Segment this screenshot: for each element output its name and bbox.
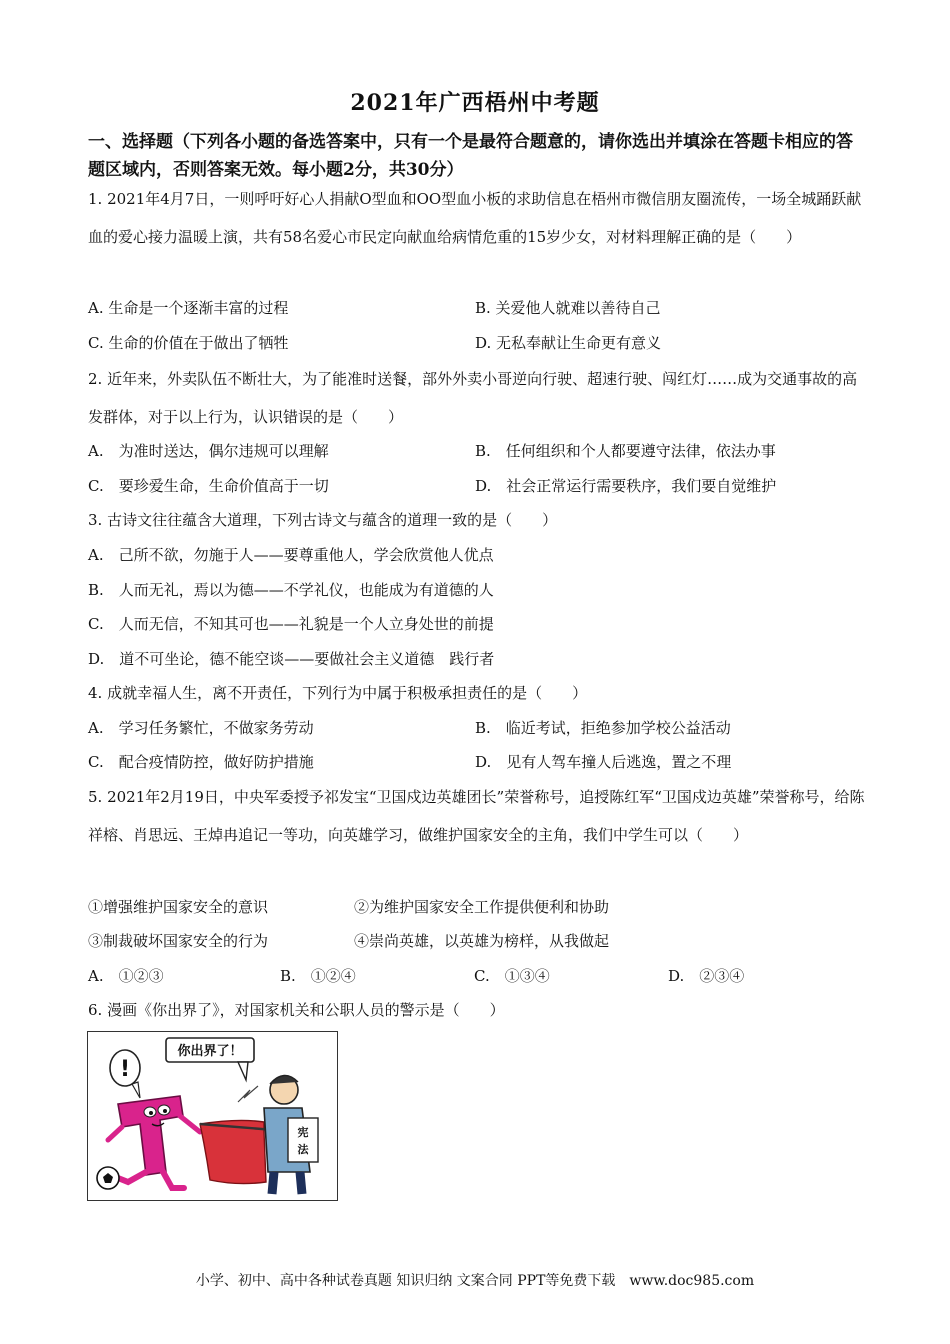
- question-4-option-a: A. 学习任务繁忙，不做家务劳动: [88, 719, 314, 737]
- speech-bubble: [166, 1038, 254, 1080]
- red-flag: [200, 1086, 274, 1184]
- question-1-option-d: D. 无私奉献让生命更有意义: [475, 334, 662, 352]
- exclamation-mark: !: [119, 1057, 131, 1082]
- speech-bubble-text: 你出界了！: [177, 1044, 243, 1059]
- question-6-stem: 6. 漫画《你出界了》，对国家机关和公职人员的警示是（ ）: [88, 1001, 505, 1019]
- question-2-stem: 2. 近年来，外卖队伍不断壮大，为了能准时送餐，部外外卖小哥逆向行驶、超速行驶、闯红灯……成为交通事故的高发群体，对于以上行为，认识错误的是（ ）: [88, 370, 858, 426]
- question-4-option-c: C. 配合疫情防控，做好防护措施: [88, 753, 314, 771]
- page-footer: 小学、初中、高中各种试卷真题 知识归纳 文案合同 PPT等免费下载 www.doc985.com: [195, 1273, 755, 1289]
- question-4-option-d: D. 见有人驾车撞人后逃逸，置之不理: [475, 753, 732, 771]
- constitution-sign-char-2: 法: [297, 1143, 309, 1156]
- question-5-option-a: A. ①②③: [88, 967, 164, 985]
- question-5-statement-2: ②为维护国家安全工作提供便利和协助: [354, 898, 610, 916]
- question-1-stem: 1. 2021年4月7日，一则呼吁好心人捐献O型血和OO型血小板的求助信息在梧州市微信朋友圈流传，一场全城踊跃献血的爱心接力温暖上演，共有58名爱心市民定向献血给病情危重的15岁少女，对材料理解正确的是（ ）: [88, 190, 862, 246]
- question-1-option-b: B. 关爱他人就难以善待自己: [475, 299, 661, 317]
- question-3-option-d: D. 道不可坐论，德不能空谈——要做社会主义道德 践行者: [88, 650, 495, 668]
- question-5-statement-3: ③制裁破坏国家安全的行为: [88, 932, 269, 950]
- question-4-stem: 4. 成就幸福人生，离不开责任，下列行为中属于积极承担责任的是（ ）: [88, 684, 588, 702]
- question-2-option-a: A. 为准时送达，偶尔违规可以理解: [88, 442, 329, 460]
- section-heading: 一、选择题（下列各小题的备选答案中，只有一个是最符合题意的，请你选出并填涂在答题卡相应的答题区域内，否则答案无效。每小题2分，共30分）: [88, 132, 853, 180]
- question-5-option-d: D. ②③④: [668, 967, 745, 985]
- question-3-stem: 3. 古诗文往往蕴含大道理，下列古诗文与蕴含的道理一致的是（ ）: [88, 511, 558, 529]
- question-2-option-c: C. 要珍爱生命，生命价值高于一切: [88, 477, 329, 495]
- cartoon-image: [87, 1031, 338, 1201]
- question-5-option-b: B. ①②④: [280, 967, 356, 985]
- exclamation-bubble: [110, 1050, 140, 1098]
- question-3-option-a: A. 己所不欲，勿施于人——要尊重他人，学会欣赏他人优点: [88, 546, 494, 564]
- question-2-option-d: D. 社会正常运行需要秩序，我们要自觉维护: [475, 477, 777, 495]
- question-5-statement-1: ①增强维护国家安全的意识: [88, 898, 269, 916]
- question-1-option-a: A. 生命是一个逐渐丰富的过程: [88, 299, 289, 317]
- question-3-option-b: B. 人而无礼，焉以为德——不学礼仪，也能成为有道德的人: [88, 581, 494, 599]
- running-character: [108, 1096, 200, 1188]
- question-5-option-c: C. ①③④: [474, 967, 550, 985]
- man-with-sign: [264, 1075, 318, 1194]
- question-2-option-b: B. 任何组织和个人都要遵守法律，依法办事: [475, 442, 776, 460]
- question-4-option-b: B. 临近考试，拒绝参加学校公益活动: [475, 719, 731, 737]
- soccer-ball-icon: [97, 1167, 119, 1189]
- page-title: 2021年广西梧州中考题: [350, 90, 600, 116]
- question-5-stem: 5. 2021年2月19日，中央军委授予祁发宝“卫国戍边英雄团长”荣誉称号，追授陈红军“卫国戍边英雄”荣誉称号，给陈祥榕、肖思远、王焯冉追记一等功，向英雄学习，做维护国家安全的主角，我们中学生可以（ ）: [88, 788, 865, 844]
- question-1-option-c: C. 生命的价值在于做出了牺牲: [88, 334, 289, 352]
- question-5-statement-4: ④崇尚英雄，以英雄为榜样，从我做起: [354, 932, 610, 950]
- constitution-sign-char-1: 宪: [297, 1126, 309, 1139]
- question-3-option-c: C. 人而无信，不知其可也——礼貌是一个人立身处世的前提: [88, 615, 494, 633]
